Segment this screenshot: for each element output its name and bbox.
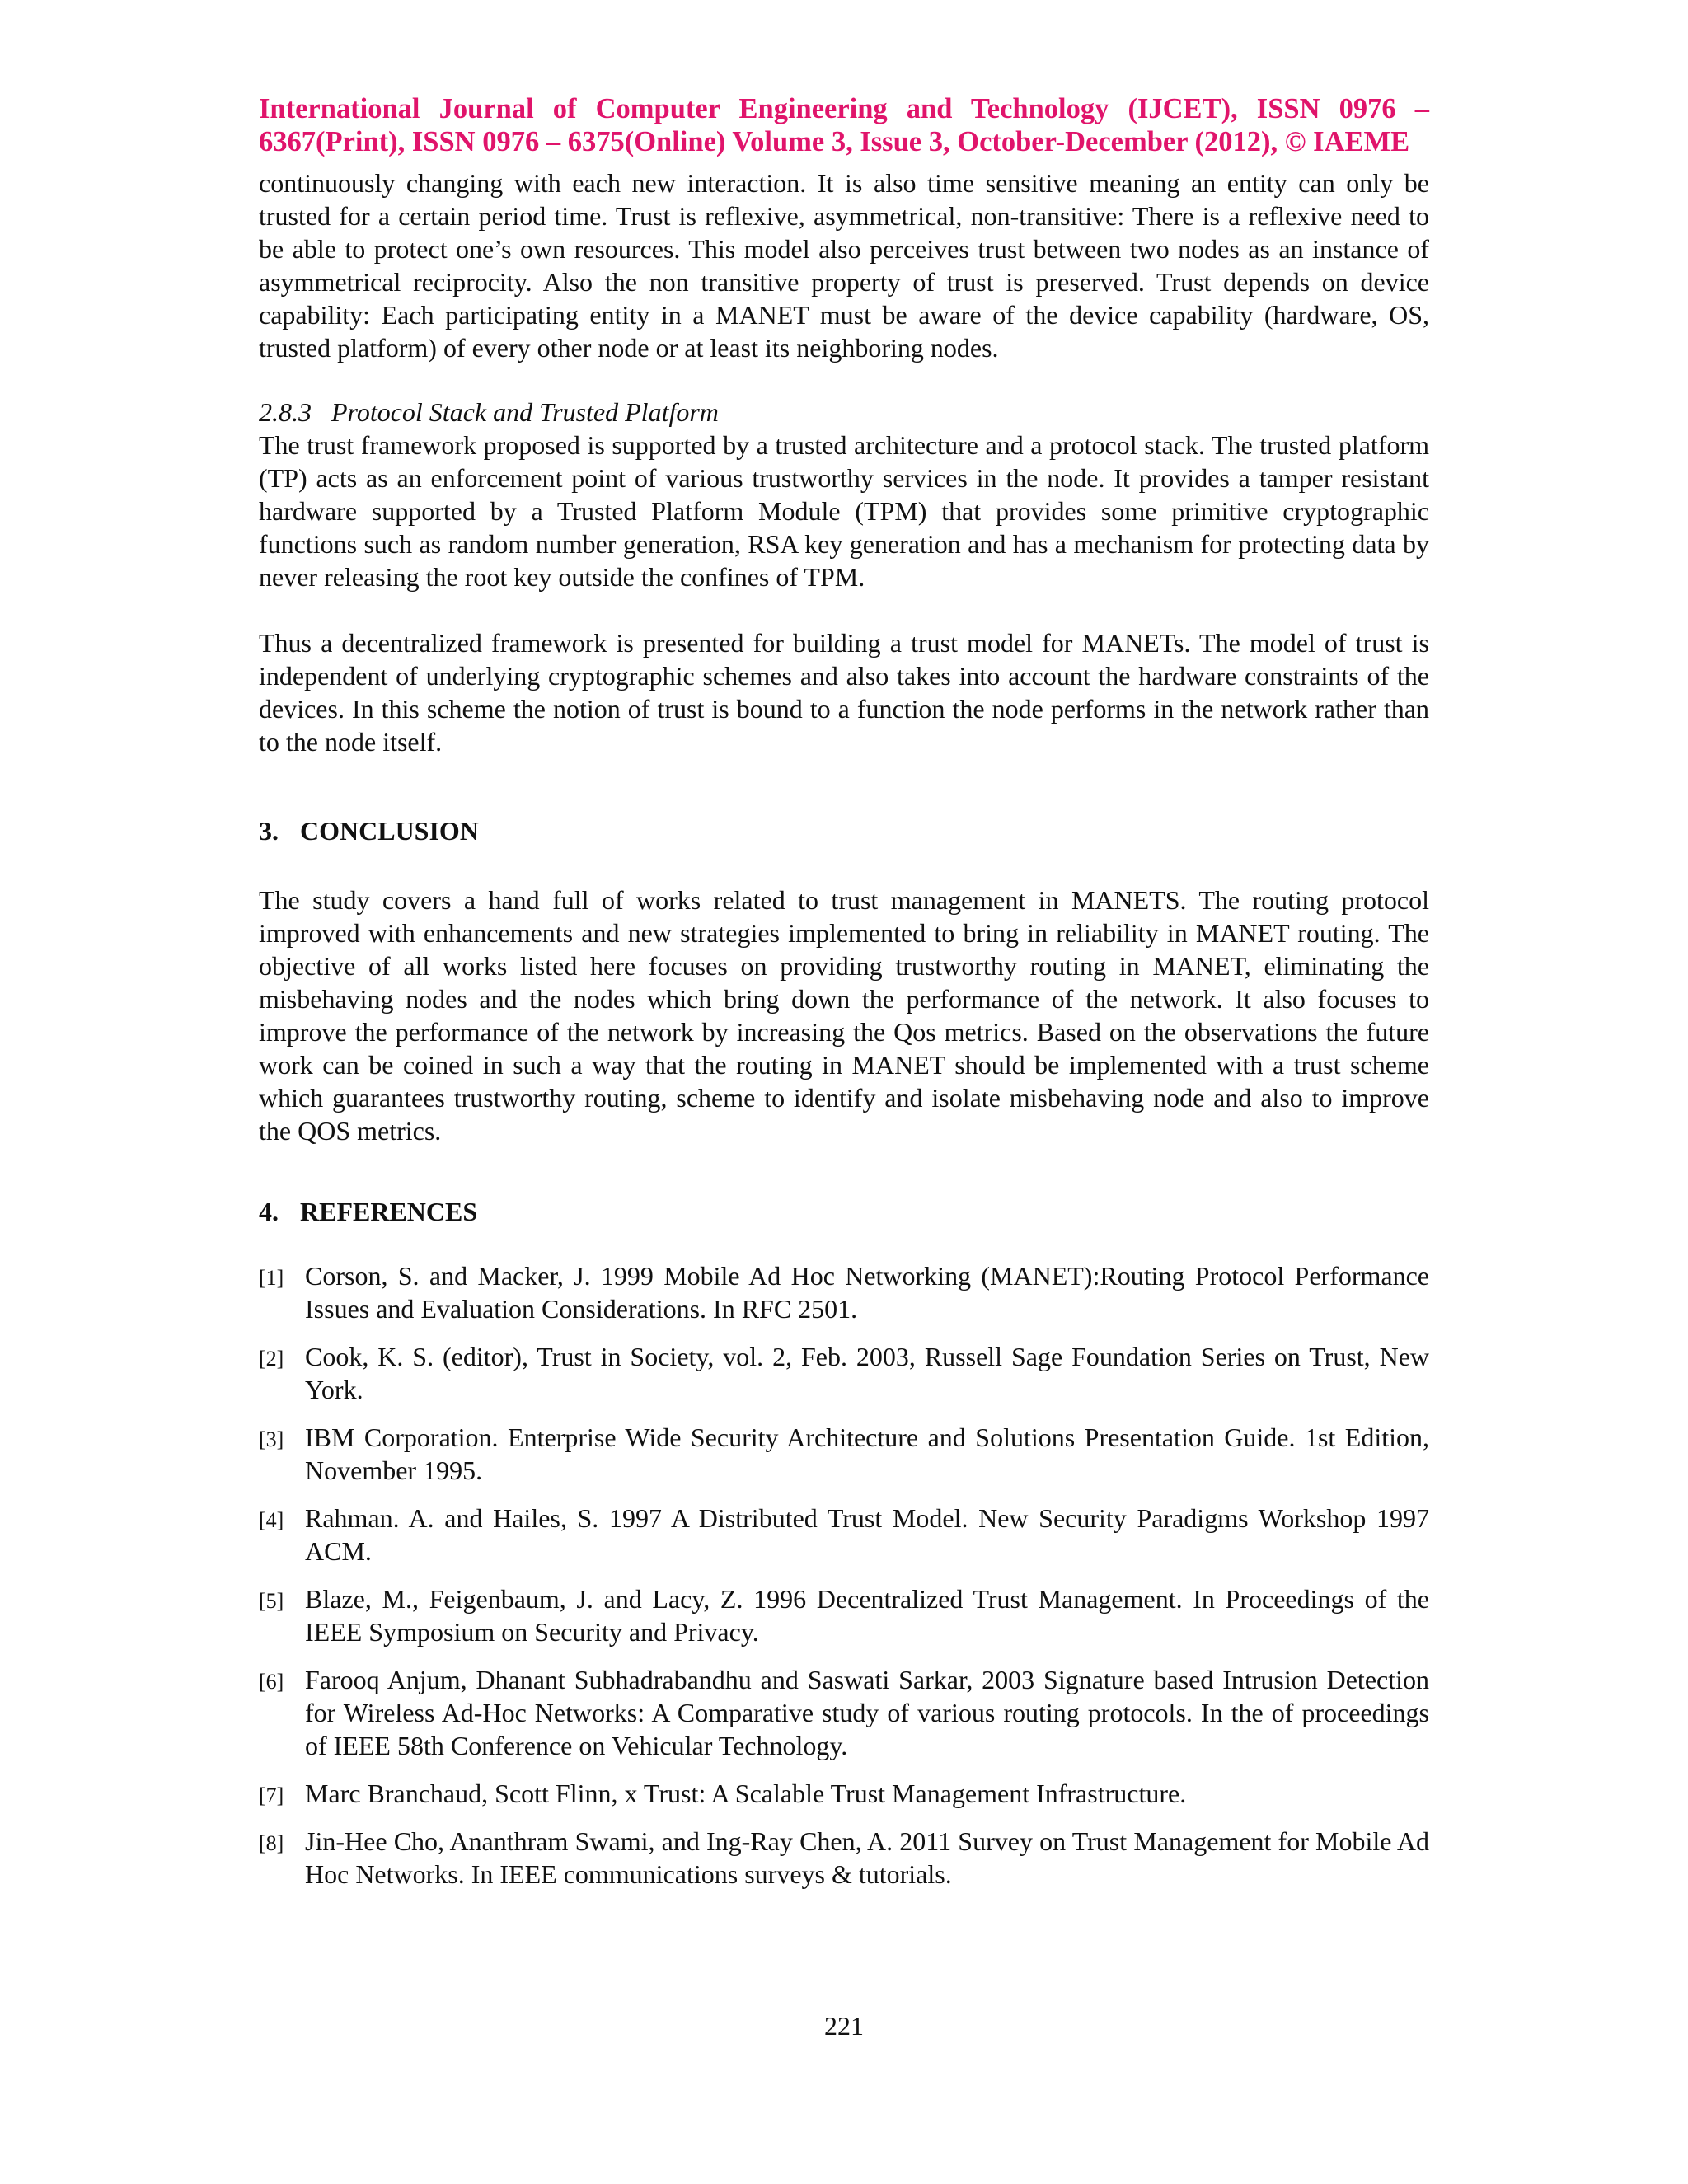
- subsection-title: Protocol Stack and Trusted Platform: [331, 397, 719, 427]
- subsection-number: 2.8.3: [259, 397, 312, 427]
- reference-item: [259, 1421, 1429, 1487]
- reference-item: [259, 1502, 1429, 1568]
- reference-text: Farooq Anjum, Dhanant Subhadrabandhu and Saswati Sarkar, 2003 Signature based Intrusion Detection for Wireless Ad-Hoc Networks: A Comparative study of various routing protocols. In the of proceedings of IEEE 58th Conference on Vehicular Technology.: [305, 1665, 1429, 1760]
- page-number: 221: [824, 2011, 864, 2041]
- reference-item: [259, 1663, 1429, 1762]
- references-list: [259, 1259, 1429, 1891]
- reference-text: Rahman. A. and Hailes, S. 1997 A Distributed Trust Model. New Security Paradigms Workshop 1997 ACM.: [305, 1503, 1429, 1566]
- subsection-paragraph-2: Thus a decentralized framework is presented for building a trust model for MANETs. The model of trust is independent of underlying cryptographic schemes and also takes into account the hardware constraints of the devices. In this scheme the notion of trust is bound to a function the node performs in the network rather than to the node itself.: [259, 628, 1429, 757]
- reference-number: [7]: [259, 1783, 284, 1807]
- conclusion-number: 3.: [259, 816, 279, 846]
- reference-number: [3]: [259, 1427, 284, 1451]
- reference-item: [259, 1825, 1429, 1891]
- reference-text: Blaze, M., Feigenbaum, J. and Lacy, Z. 1996 Decentralized Trust Management. In Proceedings of the IEEE Symposium on Security and Privacy.: [305, 1584, 1429, 1647]
- reference-number: [4]: [259, 1508, 284, 1532]
- reference-item: [259, 1777, 1429, 1810]
- reference-item: [259, 1582, 1429, 1648]
- reference-text: Cook, K. S. (editor), Trust in Society, vol. 2, Feb. 2003, Russell Sage Foundation Series on Trust, New York.: [305, 1342, 1429, 1404]
- reference-text: IBM Corporation. Enterprise Wide Security Architecture and Solutions Presentation Guide. 1st Edition, November 1995.: [305, 1422, 1429, 1485]
- reference-number: [5]: [259, 1589, 284, 1613]
- intro-paragraph: continuously changing with each new interaction. It is also time sensitive meaning an entity can only be trusted for a certain period time. Trust is reflexive, asymmetrical, non-transitive: There is a reflexive need to be able to protect one’s own resources. This model also perceives trust between two nodes as an instance of asymmetrical reciprocity. Also the non transitive property of trust is preserved. Trust depends on device capability: Each participating entity in a MANET must be aware of the device capability (hardware, OS, trusted platform) of every other node or at least its neighboring nodes.: [259, 168, 1429, 363]
- references-title: REFERENCES: [300, 1197, 478, 1226]
- reference-number: [2]: [259, 1347, 284, 1371]
- reference-number: [6]: [259, 1670, 284, 1694]
- reference-item: [259, 1259, 1429, 1325]
- reference-text: Marc Branchaud, Scott Flinn, x Trust: A Scalable Trust Management Infrastructure.: [305, 1779, 1187, 1808]
- page-content: [259, 92, 1429, 1905]
- references-heading: [259, 1195, 1429, 1228]
- subsection-heading: [259, 396, 1429, 429]
- reference-item: [259, 1340, 1429, 1406]
- reference-number: [8]: [259, 1831, 284, 1855]
- references-number: 4.: [259, 1197, 279, 1226]
- conclusion-heading: [259, 814, 1429, 847]
- subsection-paragraph-1: The trust framework proposed is supported by a trusted architecture and a protocol stack. The trusted platform (TP) acts as an enforcement point of various trustworthy services in the node. It provides a tamper resistant hardware supported by a Trusted Platform Module (TPM) that provides some primitive cryptographic functions such as random number generation, RSA key generation and has a mechanism for protecting data by never releasing the root key outside the confines of TPM.: [259, 430, 1429, 592]
- conclusion-paragraph: The study covers a hand full of works related to trust management in MANETS. The routing protocol improved with enhancements and new strategies implemented to bring in reliability in MANET routing. The objective of all works listed here focuses on providing trustworthy routing in MANET, eliminating the misbehaving nodes and the nodes which bring down the performance of the network. It also focuses to improve the performance of the network by increasing the Qos metrics. Based on the observations the future work can be coined in such a way that the routing in MANET should be implemented with a trust scheme which guarantees trustworthy routing, scheme to identify and isolate misbehaving node and also to improve the QOS metrics.: [259, 885, 1429, 1146]
- journal-header: International Journal of Computer Engineering and Technology (IJCET), ISSN 0976 – 6367(Print), ISSN 0976 – 6375(Online) Volume 3, Issue 3, October-December (2012), © IAEME: [259, 93, 1429, 157]
- reference-text: Jin-Hee Cho, Ananthram Swami, and Ing-Ray Chen, A. 2011 Survey on Trust Management for Mobile Ad Hoc Networks. In IEEE communications surveys & tutorials.: [305, 1826, 1429, 1889]
- reference-number: [1]: [259, 1266, 284, 1290]
- conclusion-title: CONCLUSION: [300, 816, 479, 846]
- reference-text: Corson, S. and Macker, J. 1999 Mobile Ad Hoc Networking (MANET):Routing Protocol Performance Issues and Evaluation Considerations. In RFC 2501.: [305, 1261, 1429, 1324]
